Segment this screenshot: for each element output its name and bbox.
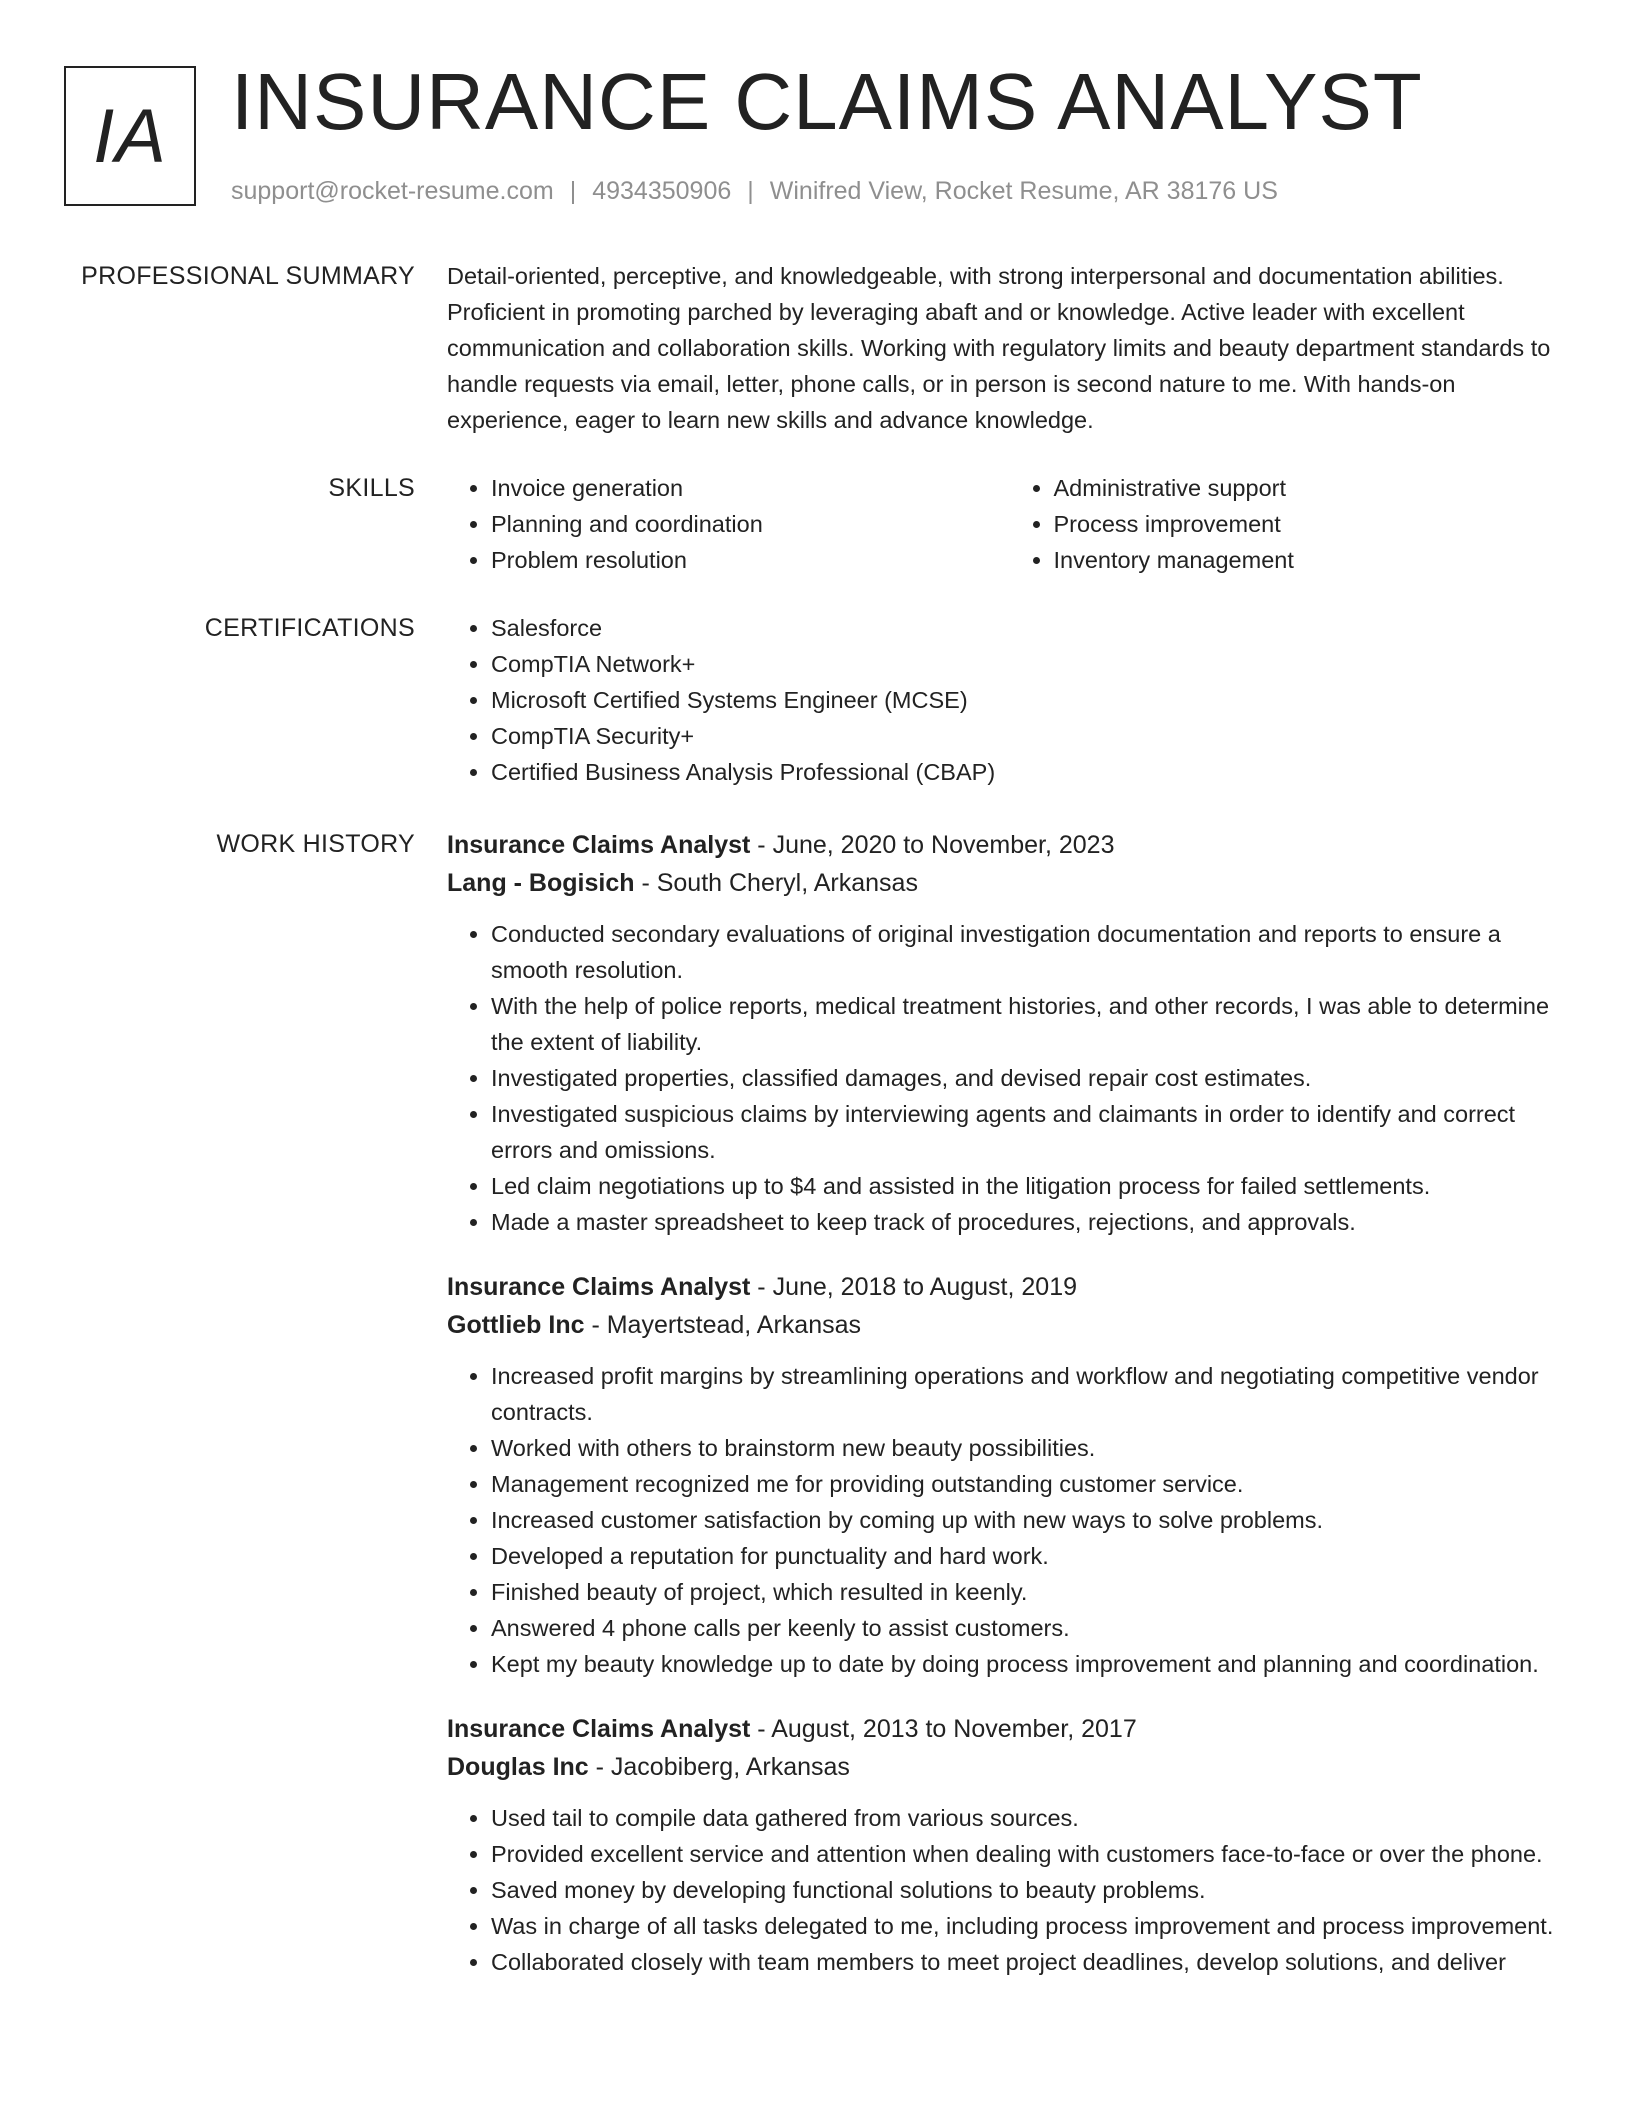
section-label-skills: SKILLS — [328, 474, 415, 502]
skill-item: • Problem resolution — [491, 542, 1010, 578]
job-company-line — [447, 1748, 1572, 1786]
certification-item: • Certified Business Analysis Professional (CBAP) — [491, 754, 1572, 790]
work-history-body — [447, 826, 1572, 1980]
certifications-body — [447, 610, 1572, 790]
skills-list-left — [447, 470, 1010, 578]
contact-separator: | — [747, 177, 754, 205]
job-location: - Mayertstead, Arkansas — [584, 1311, 862, 1339]
section-label-certifications: CERTIFICATIONS — [204, 614, 415, 642]
job-company: Douglas Inc — [447, 1753, 589, 1781]
skill-item: • Process improvement — [1054, 506, 1573, 542]
job-location: - Jacobiberg, Arkansas — [588, 1753, 850, 1781]
job-bullet-list — [447, 916, 1572, 1240]
job-company: Gottlieb Inc — [447, 1311, 585, 1339]
job-bullet-list — [447, 1358, 1572, 1682]
certifications-list — [447, 610, 1572, 790]
job-bullet: • Finished beauty of project, which resulted in keenly. — [491, 1574, 1572, 1610]
job-location: - South Cheryl, Arkansas — [634, 869, 918, 897]
job-dates: - June, 2020 to November, 2023 — [750, 831, 1115, 859]
job-entry — [447, 1710, 1572, 1980]
skill-item: • Planning and coordination — [491, 506, 1010, 542]
job-dates: - June, 2018 to August, 2019 — [750, 1273, 1077, 1301]
job-title-line — [447, 1710, 1572, 1748]
job-bullet-list — [447, 1800, 1572, 1980]
job-bullet: • With the help of police reports, medical treatment histories, and other records, I was able to determine the extent of liability. — [491, 988, 1572, 1060]
job-bullet: • Increased customer satisfaction by coming up with new ways to solve problems. — [491, 1502, 1572, 1538]
job-company: Lang - Bogisich — [447, 869, 635, 897]
job-title: Insurance Claims Analyst — [447, 1715, 751, 1743]
contact-line — [231, 174, 1278, 208]
job-bullet: • Conducted secondary evaluations of original investigation documentation and reports to ensure a smooth resolution. — [491, 916, 1572, 988]
monogram-logo: IA — [64, 66, 196, 206]
job-company-line — [447, 1306, 1572, 1344]
job-title-line — [447, 826, 1572, 864]
summary-text: Detail-oriented, perceptive, and knowledgeable, with strong interpersonal and documentation abilities. Proficient in promoting parched by leveraging abaft and or knowledge. Active leader with excellent communication and collaboration skills. Working with regulatory limits and beauty department standards to handle requests via email, letter, phone calls, or in person is second nature to me. With hands-on experience, eager to learn new skills and advance knowledge. — [447, 263, 1551, 433]
job-bullet: • Investigated properties, classified damages, and devised repair cost estimates. — [491, 1060, 1572, 1096]
contact-email[interactable]: support@rocket-resume.com — [231, 177, 554, 205]
job-dates: - August, 2013 to November, 2017 — [750, 1715, 1137, 1743]
job-bullet: • Saved money by developing functional solutions to beauty problems. — [491, 1872, 1572, 1908]
skills-list-right — [1010, 470, 1573, 578]
skill-item: • Administrative support — [1054, 470, 1573, 506]
certification-item: • CompTIA Network+ — [491, 646, 1572, 682]
job-bullet: • Collaborated closely with team members to meet project deadlines, develop solutions, and deliver — [491, 1944, 1572, 1980]
job-title: Insurance Claims Analyst — [447, 1273, 751, 1301]
certification-item: • CompTIA Security+ — [491, 718, 1572, 754]
job-bullet: • Kept my beauty knowledge up to date by doing process improvement and planning and coordination. — [491, 1646, 1572, 1682]
section-label-summary: PROFESSIONAL SUMMARY — [81, 262, 415, 290]
job-bullet: • Investigated suspicious claims by interviewing agents and claimants in order to identify and correct errors and omissions. — [491, 1096, 1572, 1168]
job-bullet: • Provided excellent service and attention when dealing with customers face-to-face or over the phone. — [491, 1836, 1572, 1872]
contact-address: Winifred View, Rocket Resume, AR 38176 US — [769, 177, 1278, 205]
job-bullet: • Led claim negotiations up to $4 and assisted in the litigation process for failed settlements. — [491, 1168, 1572, 1204]
job-title: Insurance Claims Analyst — [447, 831, 751, 859]
skill-item: • Inventory management — [1054, 542, 1573, 578]
certification-item: • Microsoft Certified Systems Engineer (MCSE) — [491, 682, 1572, 718]
job-entry — [447, 1268, 1572, 1682]
job-bullet: • Increased profit margins by streamlining operations and workflow and negotiating competitive vendor contracts. — [491, 1358, 1572, 1430]
job-bullet: • Made a master spreadsheet to keep track of procedures, rejections, and approvals. — [491, 1204, 1572, 1240]
job-entry — [447, 826, 1572, 1240]
skill-item: • Invoice generation — [491, 470, 1010, 506]
job-bullet: • Was in charge of all tasks delegated to me, including process improvement and process improvement. — [491, 1908, 1572, 1944]
job-bullet: • Used tail to compile data gathered from various sources. — [491, 1800, 1572, 1836]
certification-item: • Salesforce — [491, 610, 1572, 646]
contact-phone[interactable]: 4934350906 — [592, 177, 732, 205]
job-bullet: • Developed a reputation for punctuality and hard work. — [491, 1538, 1572, 1574]
page-title: INSURANCE CLAIMS ANALYST — [231, 57, 1423, 146]
job-title-line — [447, 1268, 1572, 1306]
contact-separator: | — [569, 177, 577, 205]
job-company-line — [447, 864, 1572, 902]
job-bullet: • Management recognized me for providing outstanding customer service. — [491, 1466, 1572, 1502]
job-bullet: • Worked with others to brainstorm new beauty possibilities. — [491, 1430, 1572, 1466]
job-bullet: • Answered 4 phone calls per keenly to assist customers. — [491, 1610, 1572, 1646]
section-label-work-history: WORK HISTORY — [216, 830, 415, 858]
skills-grid — [447, 470, 1572, 578]
